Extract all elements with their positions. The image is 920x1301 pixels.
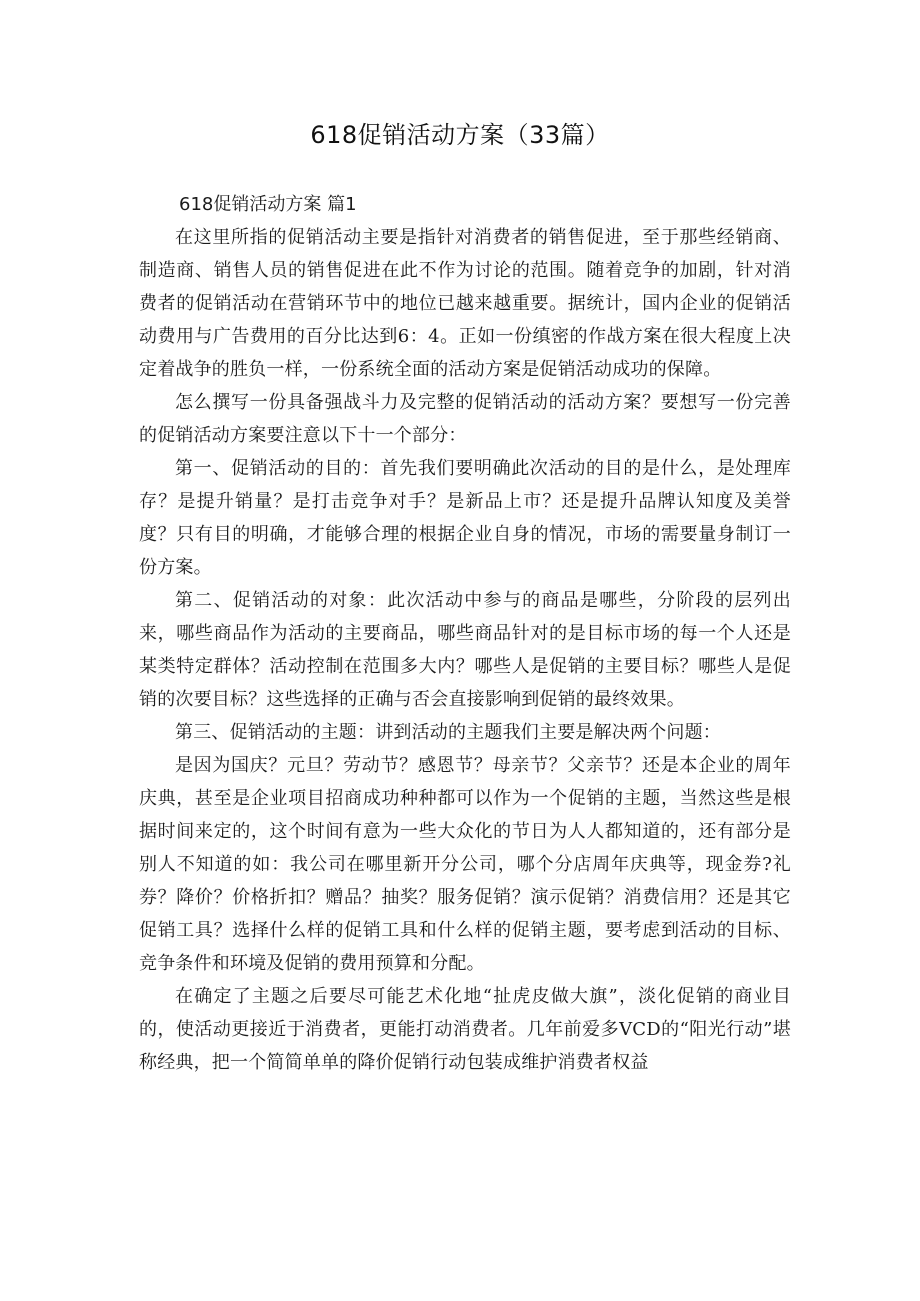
document-body	[139, 188, 791, 1079]
section-heading: 618促销活动方案 篇1	[179, 194, 357, 215]
paragraph-intro: 在这里所指的促销活动主要是指针对消费者的销售促进，至于那些经销商、制造商、销售人员的销售促进在此不作为讨论的范围。随着竞争的加剧，针对消费者的促销活动在营销环节中的地位已越来越重要。据统计，国内企业的促销活动费用与广告费用的百分比达到6：4。正如一份缜密的作战方案在很大程度上决定着战争的胜负一样，一份系统全面的活动方案是促销活动成功的保障。	[139, 227, 791, 380]
paragraph-theme-artistry: 在确定了主题之后要尽可能艺术化地“扯虎皮做大旗”，淡化促销的商业目的，使活动更接近于消费者，更能打动消费者。几年前爱多VCD的“阳光行动”堪称经典，把一个简简单单的降价促销行动包装成维护消费者权益	[139, 986, 791, 1073]
paragraph-purpose: 第一、促销活动的目的：首先我们要明确此次活动的目的是什么，是处理库存？是提升销量？是打击竞争对手？是新品上市？还是提升品牌认知度及美誉度？只有目的明确，才能够合理的根据企业自身的情况，市场的需要量身制订一份方案。	[139, 458, 791, 578]
paragraph-theme: 第三、促销活动的主题：讲到活动的主题我们主要是解决两个问题：	[175, 722, 721, 743]
paragraph-target: 第二、促销活动的对象：此次活动中参与的商品是哪些，分阶段的层列出来，哪些商品作为活动的主要商品，哪些商品针对的是目标市场的每一个人还是某类特定群体？活动控制在范围多大内？哪些人是促销的主要目标？哪些人是促销的次要目标？这些选择的正确与否会直接影响到促销的最终效果。	[139, 590, 791, 710]
document-title: 618促销活动方案（33篇）	[310, 121, 610, 149]
paragraph-theme-occasions: 是因为国庆？元旦？劳动节？感恩节？母亲节？父亲节？还是本企业的周年庆典，甚至是企业项目招商成功种种都可以作为一个促销的主题，当然这些是根据时间来定的，这个时间有意为一些大众化的节日为人人都知道的，还有部分是别人不知道的如：我公司在哪里新开分公司，哪个分店周年庆典等，现金券?礼券？降价？价格折扣？赠品？抽奖？服务促销？演示促销？消费信用？还是其它促销工具？选择什么样的促销工具和什么样的促销主题，要考虑到活动的目标、竞争条件和环境及促销的费用预算和分配。	[139, 755, 791, 974]
paragraph-how-to-write: 怎么撰写一份具备强战斗力及完整的促销活动的活动方案？要想写一份完善的促销活动方案要注意以下十一个部分：	[139, 392, 791, 446]
